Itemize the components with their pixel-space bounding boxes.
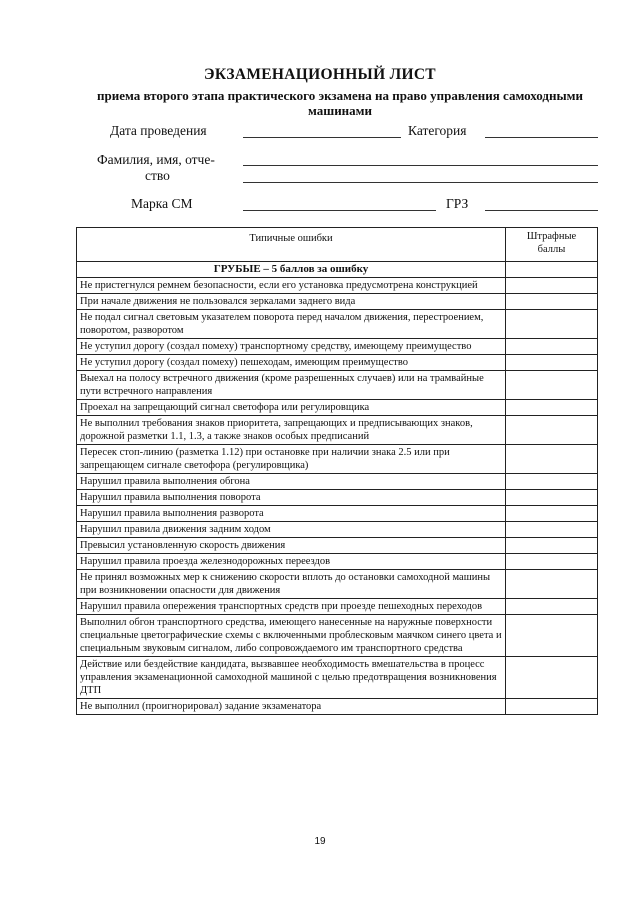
penalty-score-cell[interactable] [506,554,598,570]
error-description: Нарушил правила движения задним ходом [77,522,506,538]
error-description: Выехал на полосу встречного движения (кроме разрешенных случаев) или на трамвайные пути встречного направления [77,371,506,400]
errors-table [76,227,598,715]
name-field-line2[interactable] [243,182,598,183]
penalty-score-cell[interactable] [506,400,598,416]
penalty-score-cell[interactable] [506,570,598,599]
penalty-score-cell[interactable] [506,371,598,400]
grz-field[interactable] [485,210,598,211]
table-row [77,554,598,570]
error-description: Пересек стоп-линию (разметка 1.12) при остановке при наличии знака 2.5 или при запрещающем сигнале светофора (регулировщика) [77,445,506,474]
error-description: Нарушил правила выполнения разворота [77,506,506,522]
table-row [77,310,598,339]
error-description: Не уступил дорогу (создал помеху) транспортному средству, имеющему преимущество [77,339,506,355]
penalty-score-cell[interactable] [506,599,598,615]
table-row [77,538,598,554]
penalty-score-cell[interactable] [506,294,598,310]
table-row [77,599,598,615]
error-description: Выполнил обгон транспортного средства, имеющего нанесенные на наружные поверхности специальные цветографические схемы с включенными проблесковым маячком синего цвета и специальным звуковым сигналом, либо сопровождаемого им транспортного средства [77,615,506,657]
name-label-line1: Фамилия, имя, отче- [97,152,215,167]
column-header-penalty [506,228,598,262]
penalty-score-cell[interactable] [506,339,598,355]
table-row [77,416,598,445]
table-row [77,474,598,490]
error-description: Не выполнил (проигнорировал) задание экзаменатора [77,699,506,715]
date-label: Дата проведения [110,123,207,138]
penalty-score-cell[interactable] [506,310,598,339]
table-row [77,400,598,416]
error-description: Нарушил правила опережения транспортных средств при проезде пешеходных переходов [77,599,506,615]
table-row [77,570,598,599]
table-row [77,506,598,522]
table-row [77,278,598,294]
brand-label: Марка СМ [131,196,193,211]
column-header-penalty-line2: баллы [537,244,566,255]
penalty-score-cell[interactable] [506,538,598,554]
error-description: Не выполнил требования знаков приоритета, запрещающих и предписывающих знаков, дорожной разметки 1.1, 1.3, а также знаков особых предписаний [77,416,506,445]
error-description: Проехал на запрещающий сигнал светофора или регулировщика [77,400,506,416]
section-title: ГРУБЫЕ – 5 баллов за ошибку [77,262,506,278]
table-row [77,490,598,506]
penalty-score-cell[interactable] [506,522,598,538]
penalty-score-cell[interactable] [506,490,598,506]
table-row [77,522,598,538]
error-description: Не подал сигнал световым указателем поворота перед началом движения, перестроением, поворотом, разворотом [77,310,506,339]
error-description: Нарушил правила проезда железнодорожных переездов [77,554,506,570]
section-penalty-cell [506,262,598,278]
error-description: Не уступил дорогу (создал помеху) пешеходам, имеющим преимущество [77,355,506,371]
error-description: При начале движения не пользовался зеркалами заднего вида [77,294,506,310]
errors-table-body [77,262,598,715]
date-field[interactable] [243,137,401,138]
penalty-score-cell[interactable] [506,506,598,522]
document-title: ЭКЗАМЕНАЦИОННЫЙ ЛИСТ [204,66,436,83]
error-description: Не пристегнулся ремнем безопасности, если его установка предусмотрена конструкцией [77,278,506,294]
table-row [77,445,598,474]
error-description: Нарушил правила выполнения обгона [77,474,506,490]
page-number: 19 [314,836,326,847]
table-row [77,294,598,310]
name-label-line2: ство [145,168,170,183]
name-field-line1[interactable] [243,165,598,166]
table-row [77,657,598,699]
brand-field[interactable] [243,210,436,211]
penalty-score-cell[interactable] [506,355,598,371]
column-header-errors: Типичные ошибки [77,228,506,262]
table-row [77,615,598,657]
penalty-score-cell[interactable] [506,278,598,294]
document-subtitle: приема второго этапа практического экзамена на право управления самоходными машинами [96,88,583,118]
error-description: Превысил установленную скорость движения [77,538,506,554]
error-description: Действие или бездействие кандидата, вызвавшее необходимость вмешательства в процесс управления экзаменационной самоходной машиной с целью предотвращения возникновения ДТП [77,657,506,699]
section-row [77,262,598,278]
table-row [77,699,598,715]
grz-label: ГРЗ [446,196,469,211]
penalty-score-cell[interactable] [506,416,598,445]
penalty-score-cell[interactable] [506,615,598,657]
category-label: Категория [408,123,467,138]
table-row [77,355,598,371]
penalty-score-cell[interactable] [506,474,598,490]
penalty-score-cell[interactable] [506,699,598,715]
penalty-score-cell[interactable] [506,445,598,474]
error-description: Нарушил правила выполнения поворота [77,490,506,506]
error-description: Не принял возможных мер к снижению скорости вплоть до остановки самоходной машины при возникновении опасности для движения [77,570,506,599]
category-field[interactable] [485,137,598,138]
table-header-row [77,228,598,262]
table-row [77,339,598,355]
column-header-penalty-line1: Штрафные [526,231,577,242]
penalty-score-cell[interactable] [506,657,598,699]
table-row [77,371,598,400]
